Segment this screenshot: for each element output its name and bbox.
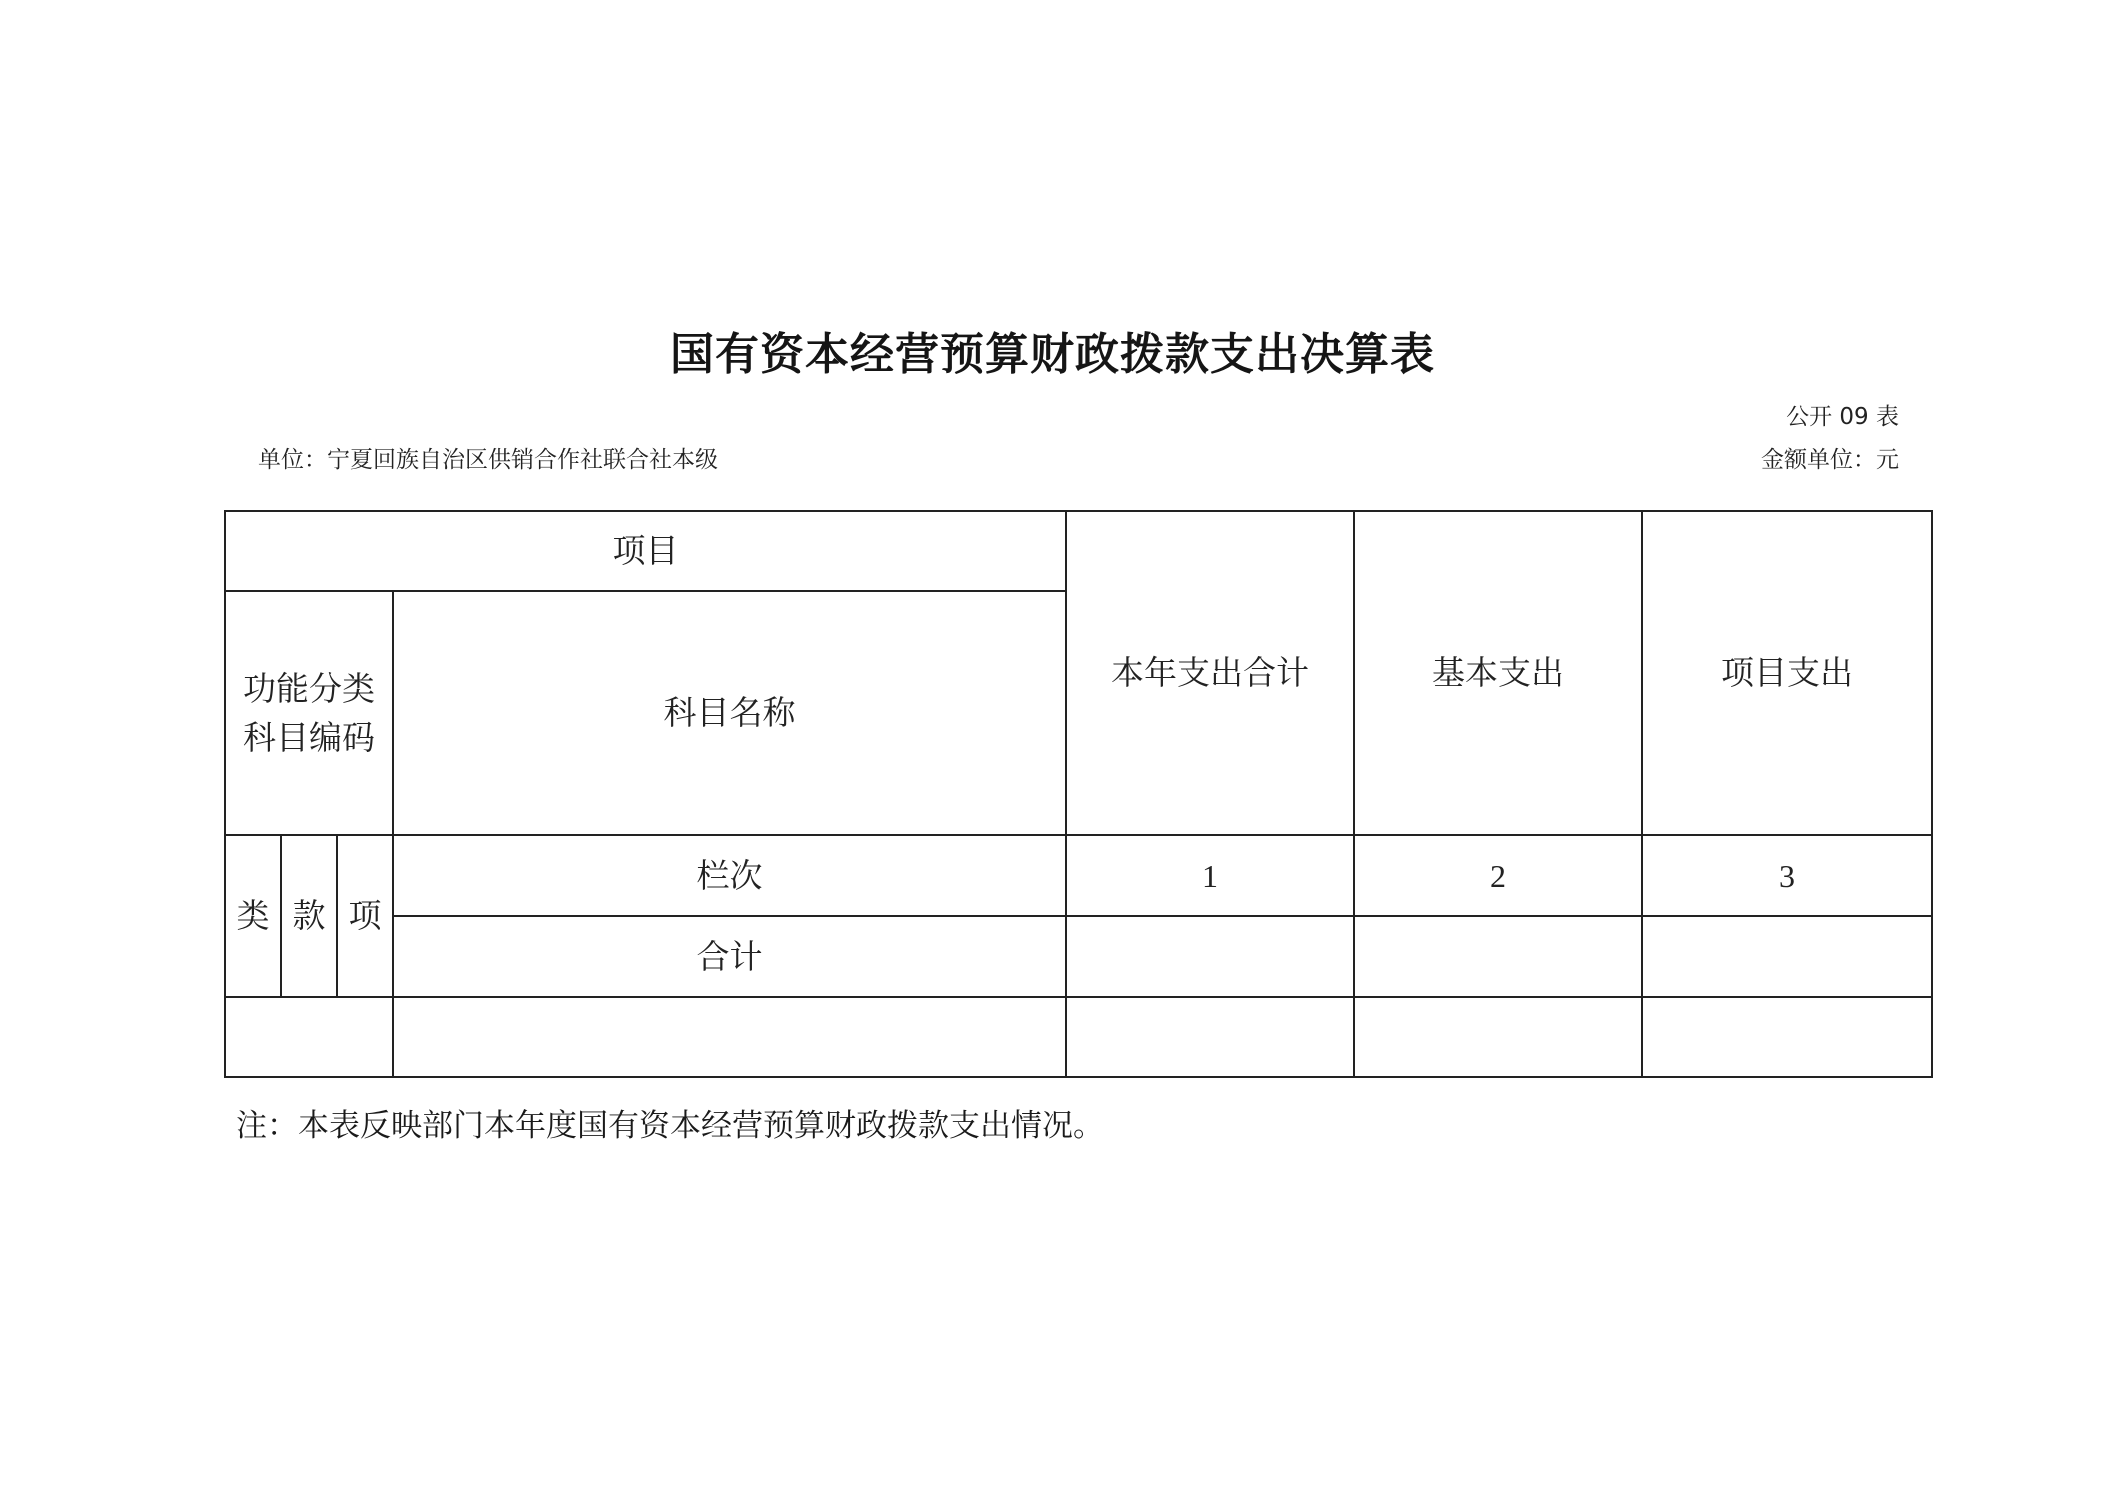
reporting-unit: 单位：宁夏回族自治区供销合作社联合社本级 [258,447,718,473]
header-category: 类 [225,835,281,997]
column-index-2: 2 [1354,835,1642,916]
total-row-basic-expense [1354,916,1642,997]
data-row-project-expense [1642,997,1932,1077]
table-row [225,997,1932,1077]
column-index-1: 1 [1066,835,1354,916]
expenditure-table [224,510,1933,1078]
header-section: 款 [281,835,337,997]
data-row-code [225,997,393,1077]
document-title: 国有资本经营预算财政拨款支出决算表 [670,329,1435,380]
header-function-code [225,591,393,835]
data-row-subject-name [393,997,1066,1077]
table-note: 注：本表反映部门本年度国有资本经营预算财政拨款支出情况。 [236,1108,1104,1144]
total-row-project-expense [1642,916,1932,997]
total-row-total-expense [1066,916,1354,997]
header-function-code-line1: 功能分类 [243,668,375,708]
data-row-total-expense [1066,997,1354,1077]
header-basic-expense: 基本支出 [1354,511,1642,835]
currency-unit: 金额单位：元 [1761,447,1899,473]
column-index-3: 3 [1642,835,1932,916]
data-row-basic-expense [1354,997,1642,1077]
total-row-label: 合计 [393,916,1066,997]
header-project-expense: 项目支出 [1642,511,1932,835]
header-function-code-line2: 科目编码 [243,718,375,757]
form-number: 公开 09 表 [1786,404,1899,430]
header-item: 项 [337,835,393,997]
header-project: 项目 [225,511,1066,591]
column-index-label: 栏次 [393,835,1066,916]
header-total-expense: 本年支出合计 [1066,511,1354,835]
header-subject-name: 科目名称 [393,591,1066,835]
